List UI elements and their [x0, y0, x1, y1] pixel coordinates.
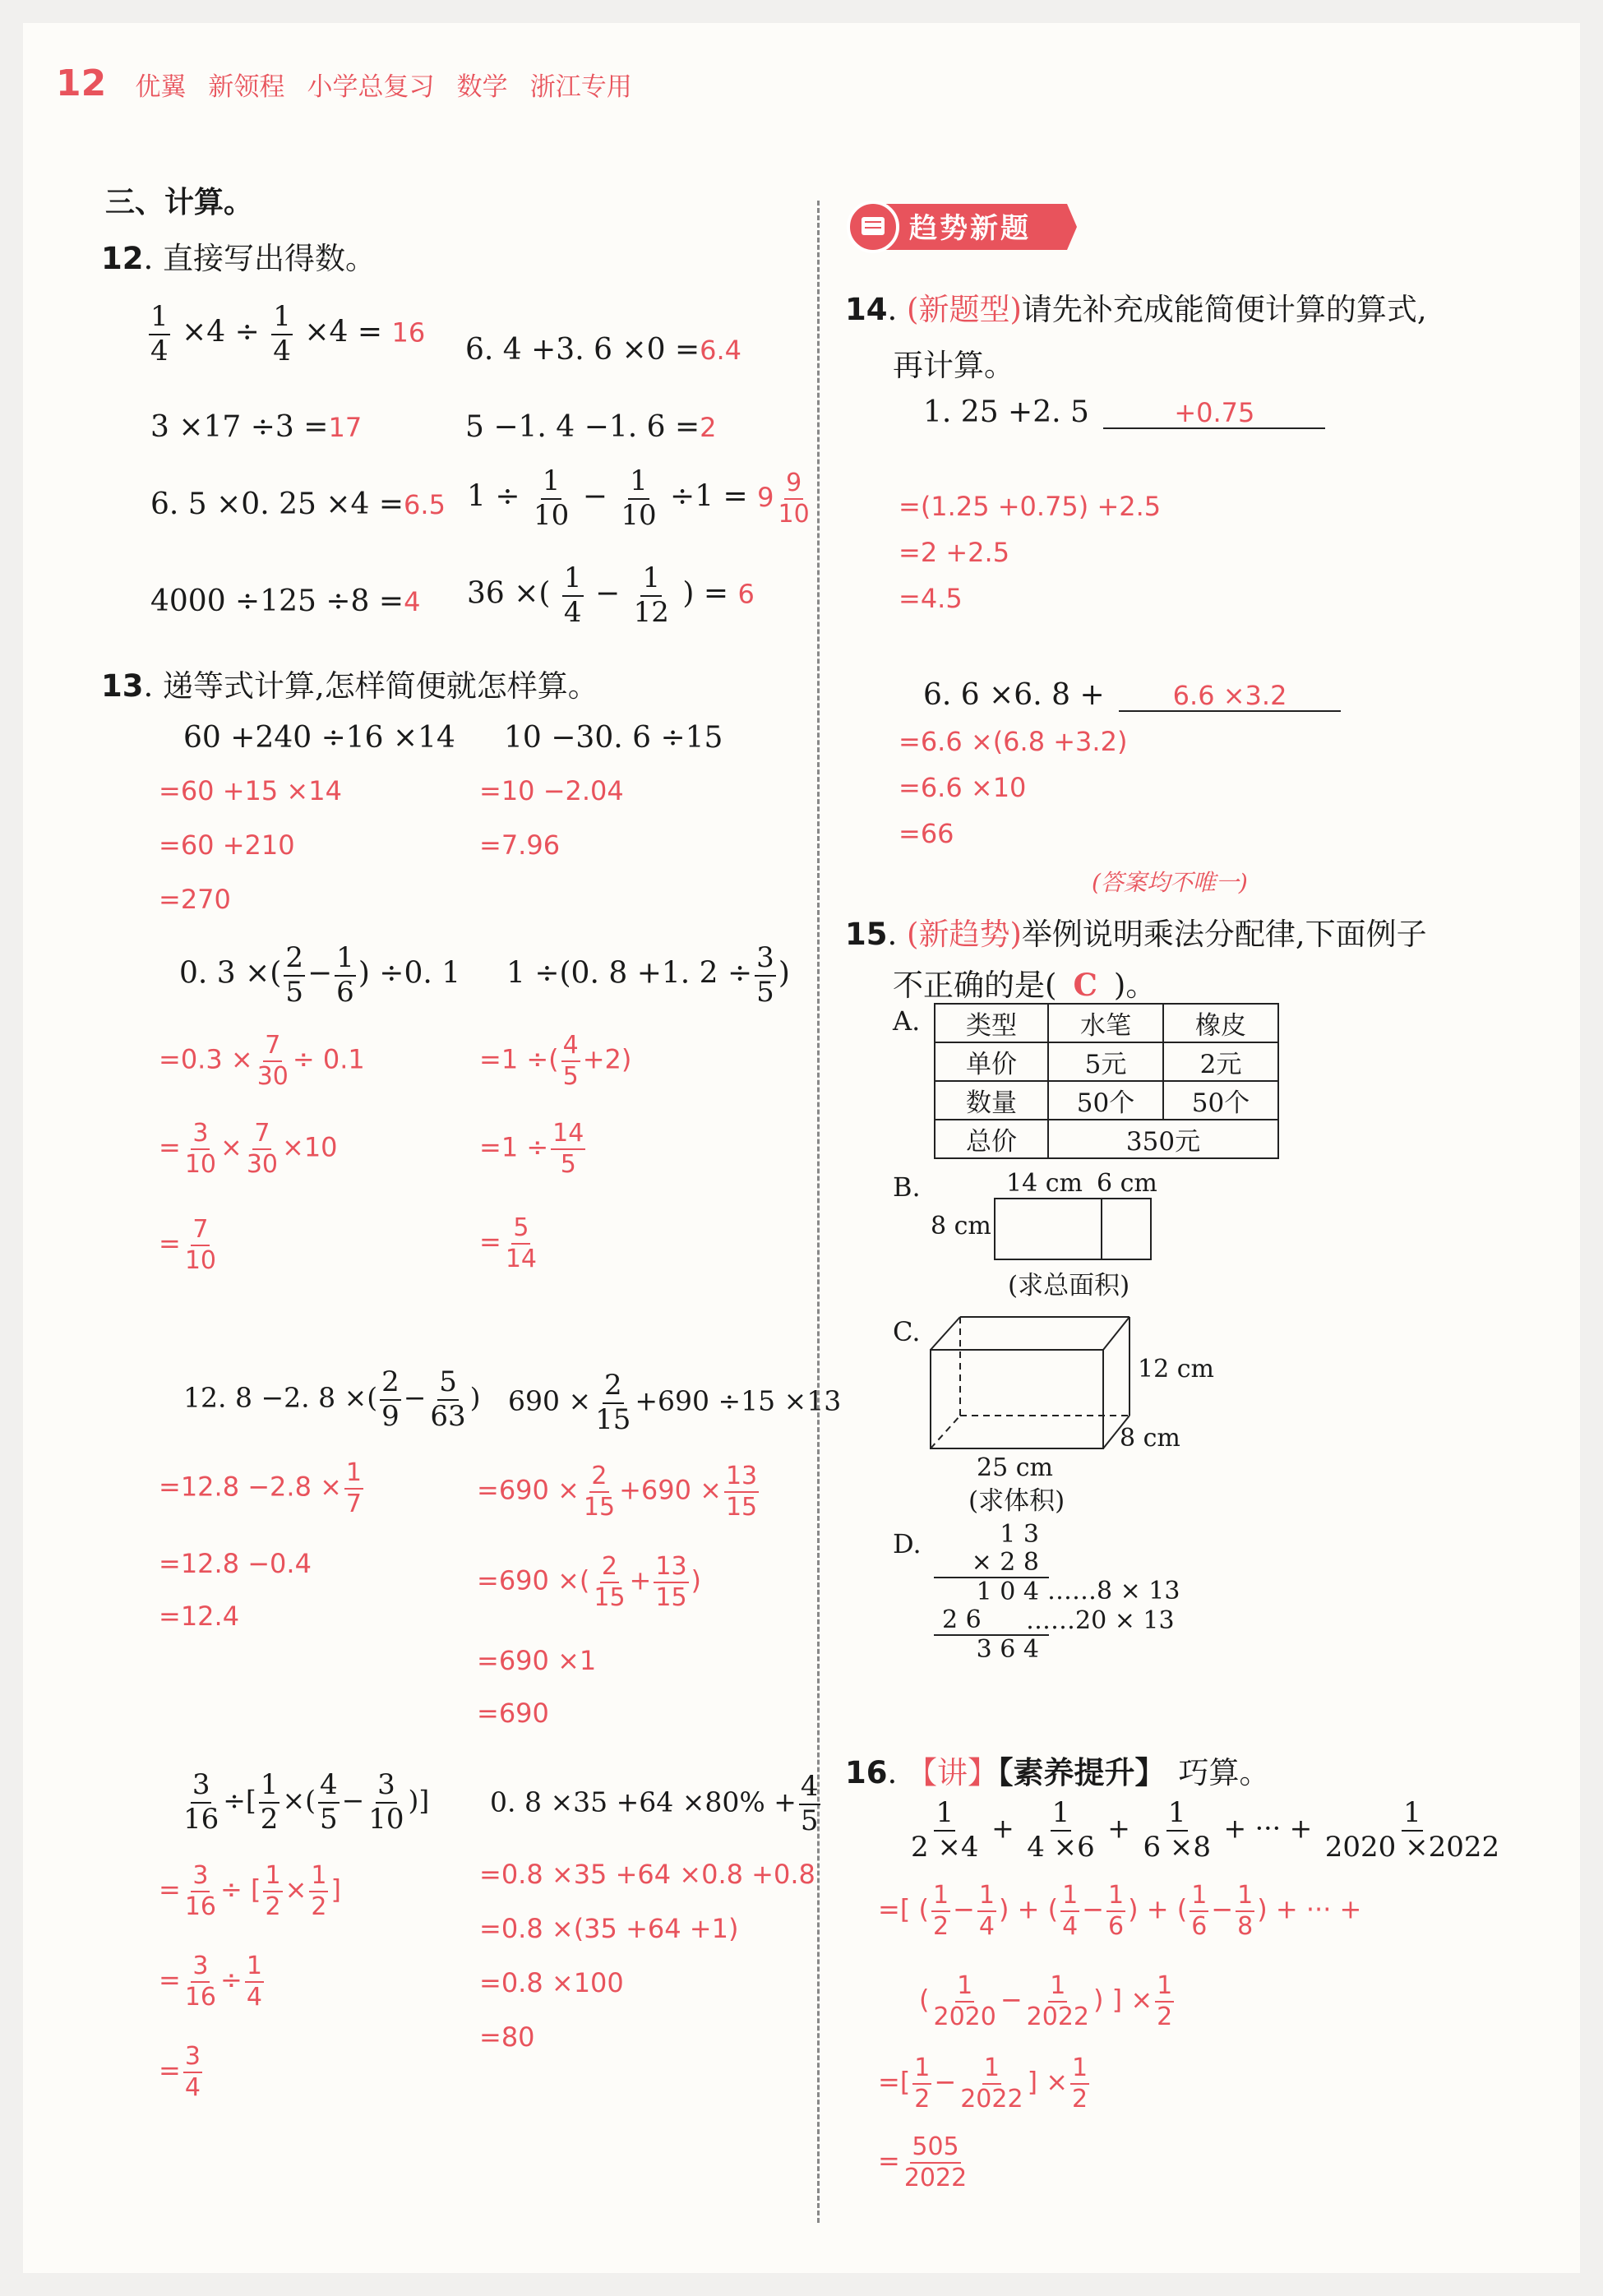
step: =0.8 ×35 +64 ×0.8 +0.8 — [479, 1859, 815, 1890]
question-number: 12 — [101, 241, 144, 276]
step: =0.8 ×(35 +64 +1) — [479, 1913, 739, 1944]
step: =[ $\frac{1}{2}$ − $\frac{1}{2022}$ ] × $\frac{1}{2}$ — [878, 2053, 1088, 2114]
question-number: 13 — [101, 668, 144, 704]
step: =1 ÷ $\frac{14}{5}$ — [479, 1119, 584, 1179]
answer: 6.4 — [700, 335, 742, 366]
option-label: C. — [893, 1316, 921, 1347]
step: =60 +210 — [159, 829, 295, 861]
answer: 6.5 — [404, 489, 446, 520]
badge-label: 趋势新题 — [909, 212, 1031, 245]
question-text: 巧算。 — [1178, 1755, 1270, 1790]
q13-problem-7: $\frac{3}{16}$ ÷[ $\frac{1}{2}$ ×( $\frac{4}{5}$ − $\frac{3}{10}$ )] — [183, 1768, 430, 1836]
column-divider — [817, 201, 820, 2223]
step: =6.6 ×10 — [899, 772, 1027, 803]
q12-item-7: 4000 ÷125 ÷8 =4 — [150, 584, 421, 618]
cuboid-figure — [927, 1312, 1133, 1453]
step: = $\frac{5}{14}$ — [479, 1213, 537, 1273]
q12-item-1: $\frac{1}{4}$ ×4 ÷ $\frac{1}{4}$ ×4 = 16 — [150, 300, 426, 367]
question-tag: 【素养提升】 — [998, 1755, 1166, 1790]
question-text-2: 再计算。 — [893, 348, 1014, 383]
step: =4.5 — [899, 583, 963, 614]
step: = $\frac{7}{10}$ — [159, 1215, 216, 1275]
choice-answer: C — [1073, 967, 1097, 1003]
dimension-label: 8 cm — [931, 1212, 991, 1240]
step: =270 — [159, 884, 231, 915]
q12-item-5: 6. 5 ×0. 25 ×4 =6.5 — [150, 487, 446, 521]
q12-item-2: 6. 4 +3. 6 ×0 =6.4 — [465, 333, 742, 367]
step: =1 ÷( $\frac{4}{5}$ +2) — [479, 1031, 632, 1091]
question-15: 15. (新趋势)举例说明乘法分配律,下面例子 — [845, 917, 1427, 952]
step-note: ……20 × 13 — [1026, 1606, 1175, 1635]
question-tag: (新题型) — [907, 292, 1022, 327]
rectangle-figure — [993, 1197, 1153, 1261]
q13-problem-2: 10 −30. 6 ÷15 — [504, 721, 723, 755]
answer: 17 — [328, 412, 363, 443]
fraction: $\frac{1}{4}$ — [273, 300, 291, 367]
q13-problem-5: 12. 8 −2. 8 ×( $\frac{2}{9}$ − $\frac{5}{63}$ ) — [183, 1365, 481, 1433]
dimension-label: 25 cm — [977, 1453, 1053, 1482]
page — [23, 23, 1580, 2273]
step: =0.8 ×100 — [479, 1967, 624, 1998]
vertical-multiplication: 1 3 × 2 8 1 0 4 2 6 3 6 4 — [934, 1521, 1049, 1664]
dimension-label: 6 cm — [1097, 1169, 1157, 1198]
step: =690 ×( $\frac{2}{15}$ + $\frac{13}{15}$ ) — [477, 1552, 702, 1612]
step: =690 ×1 — [477, 1645, 597, 1676]
question-text: 举例说明乘法分配律,下面例子 — [1021, 917, 1427, 952]
question-16: 16. 【讲】【素养提升】 巧算。 — [845, 1755, 1270, 1790]
question-number: 16 — [845, 1755, 888, 1790]
step: =(1.25 +0.75) +2.5 — [899, 491, 1162, 522]
header-item: 新领程 — [208, 72, 285, 102]
q13-problem-4: 1 ÷(0. 8 +1. 2 ÷ $\frac{3}{5}$ ) — [506, 941, 790, 1009]
step: =2 +2.5 — [899, 537, 1010, 568]
page-number: 12 — [56, 62, 107, 104]
step: =690 × $\frac{2}{15}$ +690 × $\frac{13}{15}$ — [477, 1462, 758, 1522]
question-number: 15 — [845, 917, 888, 952]
blank-answer: +0.75 — [1174, 397, 1255, 428]
figure-note: (求总面积) — [1008, 1271, 1130, 1300]
fraction: $\frac{1}{4}$ — [150, 300, 169, 367]
q13-problem-3: 0. 3 ×( $\frac{2}{5}$ − $\frac{1}{6}$ ) ÷0. 1 — [179, 941, 461, 1009]
header-item: 数学 — [456, 72, 508, 102]
figure-note: (求体积) — [968, 1486, 1065, 1516]
step: =12.8 −0.4 — [159, 1548, 312, 1579]
q16-expression: $\frac{1}{2 \times 4}$ + $\frac{1}{4 \times 6}$ + $\frac{1}{6 \times 8}$ + ··· + $\frac{1}{2020 \times 2022}$ — [911, 1796, 1500, 1864]
answer-note: (答案均不唯一) — [1092, 869, 1248, 896]
series-name: 优翼 — [135, 72, 187, 102]
step: =12.8 −2.8 × $\frac{1}{7}$ — [159, 1458, 363, 1518]
q14-expr-b: 6. 6 ×6. 8 + 6.6 ×3.2 — [923, 681, 1341, 712]
answer: 6 — [737, 578, 755, 610]
q13-problem-8: 0. 8 ×35 +64 ×80% + $\frac{4}{5}$ — [490, 1770, 819, 1837]
header-item: 小学总复习 — [307, 72, 435, 102]
step: = $\frac{3}{4}$ — [159, 2042, 201, 2102]
question-12 — [101, 233, 376, 278]
question-text: 请先补充成能简便计算的算式, — [1021, 292, 1427, 327]
section-title: 三、计算。 — [105, 186, 254, 219]
step: = $\frac{3}{10}$ × $\frac{7}{30}$ ×10 — [159, 1119, 338, 1179]
question-text: . 直接写出得数。 — [143, 241, 376, 276]
question-tag: 【讲】 — [907, 1755, 999, 1790]
step: =7.96 — [479, 829, 561, 861]
q14-expr-a: 1. 25 +2. 5 +0.75 — [923, 398, 1325, 429]
step: ( $\frac{1}{2020}$ − $\frac{1}{2022}$ ) ] × $\frac{1}{2}$ — [919, 1971, 1173, 2031]
answer: 9 $\frac{9}{10}$ — [757, 469, 810, 529]
q12-item-3: 3 ×17 ÷3 =17 — [150, 410, 363, 444]
answer: 16 — [391, 316, 426, 349]
step: =10 −2.04 — [479, 775, 624, 806]
q13-problem-1: 60 +240 ÷16 ×14 — [183, 721, 455, 755]
question-tag: (新趋势) — [907, 917, 1022, 952]
question-number: 14 — [845, 292, 888, 327]
answer: 2 — [700, 412, 717, 443]
price-table: 类型 水笔 橡皮 单价 5元 2元 数量 50个 50个 总价 350元 — [934, 1003, 1279, 1159]
question-text-2: 不正确的是( C )。 — [893, 967, 1157, 1003]
step: = $\frac{3}{16}$ ÷ [ $\frac{1}{2}$ × $\frac{1}{2}$ ] — [159, 1861, 341, 1921]
step: =0.3 × $\frac{7}{30}$ ÷ 0.1 — [159, 1031, 365, 1091]
q12-item-6: 1 ÷ $\frac{1}{10}$ − $\frac{1}{10}$ ÷1 = 9 $\frac{9}{10}$ — [467, 467, 814, 530]
page-header — [56, 62, 632, 104]
answer: 4 — [404, 586, 421, 617]
dimension-label: 12 cm — [1138, 1355, 1214, 1384]
question-14: 14. (新题型)请先补充成能简便计算的算式, — [845, 292, 1427, 327]
step: =80 — [479, 2021, 535, 2053]
step: =12.4 — [159, 1601, 240, 1632]
option-label: B. — [893, 1171, 921, 1203]
q13-problem-6: 690 × $\frac{2}{15}$ +690 ÷15 ×13 — [508, 1369, 842, 1436]
header-item: 浙江专用 — [529, 72, 632, 102]
step: = $\frac{3}{16}$ ÷ $\frac{1}{4}$ — [159, 1952, 262, 2012]
question-13 — [101, 661, 598, 705]
step: =60 +15 ×14 — [159, 775, 342, 806]
step: =6.6 ×(6.8 +3.2) — [899, 726, 1128, 757]
q12-item-4: 5 −1. 4 −1. 6 =2 — [465, 410, 717, 444]
blank-answer: 6.6 ×3.2 — [1172, 680, 1287, 711]
option-label: D. — [893, 1528, 922, 1559]
option-label: A. — [893, 1005, 921, 1037]
q12-item-8: 36 ×( $\frac{1}{4}$ − $\frac{1}{12}$ ) = 6 — [467, 561, 755, 629]
dimension-label: 14 cm — [1006, 1169, 1083, 1198]
question-text: . 递等式计算,怎样简便就怎样算。 — [143, 668, 598, 704]
step: =66 — [899, 818, 954, 849]
dimension-label: 8 cm — [1120, 1424, 1180, 1453]
final-answer: = $\frac{505}{2022}$ — [878, 2132, 968, 2192]
step-note: ……8 × 13 — [1047, 1577, 1180, 1605]
step: =[ ( $\frac{1}{2}$ − $\frac{1}{4}$ ) + ( $\frac{1}{4}$ − $\frac{1}{6}$ ) + ( $\frac{1}{6}$ − $\frac{1}{8}$ ) + ··· + — [878, 1881, 1362, 1941]
step: =690 — [477, 1698, 549, 1729]
